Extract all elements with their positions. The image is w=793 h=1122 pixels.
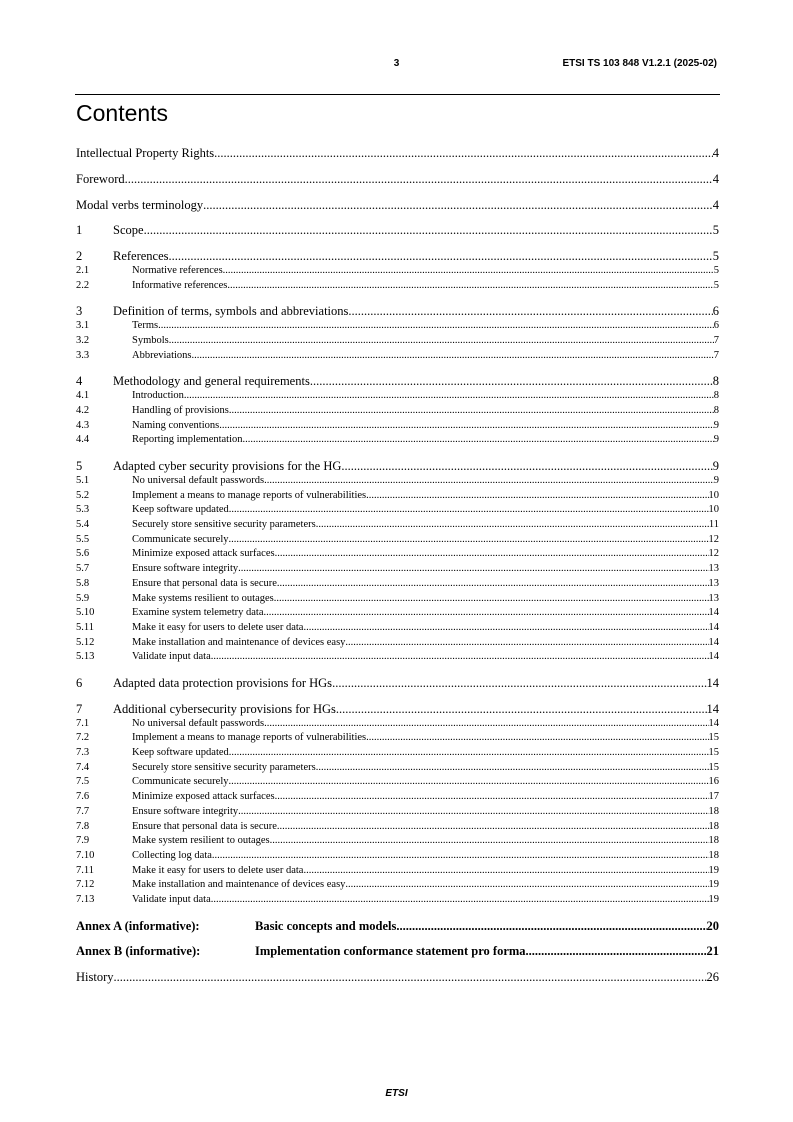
page-number: 3 [393, 58, 400, 69]
toc-number: 7.13 [76, 894, 95, 906]
toc-title: Terms [132, 320, 159, 332]
toc-leader-dots [144, 223, 713, 238]
toc-number: 7.5 [76, 776, 90, 788]
toc-subentry[interactable] [76, 790, 719, 805]
toc-leader-dots [169, 249, 713, 264]
toc-number: 1 [76, 223, 83, 238]
toc-leader-dots [303, 864, 708, 879]
toc-title: Adapted data protection provisions for HGs [113, 675, 333, 690]
toc-subentry[interactable] [76, 319, 719, 334]
toc-number: 5.9 [76, 592, 90, 604]
toc-leader-dots [277, 820, 709, 835]
toc-page-number: 5 [713, 265, 719, 277]
toc-leader-dots [203, 198, 713, 213]
toc-leader-dots [211, 650, 709, 665]
toc-number: 5.13 [76, 651, 95, 663]
toc-entry[interactable] [76, 970, 719, 985]
toc-number: 3.1 [76, 320, 90, 332]
toc-number: 5.5 [76, 533, 90, 545]
toc-title: Additional cybersecurity provisions for HGs [113, 701, 336, 716]
toc-subentry[interactable] [76, 606, 719, 621]
toc-entry[interactable] [76, 459, 719, 474]
toc-number: 7.10 [76, 849, 95, 861]
toc-title: Methodology and general requirements [113, 374, 310, 389]
toc-title: Scope [113, 223, 144, 238]
toc-page-number: 19 [708, 879, 719, 891]
toc-subentry[interactable] [76, 864, 719, 879]
toc-title: Make installation and maintenance of devices easy [132, 879, 346, 891]
toc-number: 7.6 [76, 791, 90, 803]
toc-subentry[interactable] [76, 334, 719, 349]
toc-page-number: 10 [708, 489, 719, 501]
toc-number: 5.4 [76, 519, 90, 531]
toc-leader-dots [184, 389, 714, 404]
toc-title: Abbreviations [132, 349, 192, 361]
toc-title: Minimize exposed attack surfaces [132, 791, 275, 803]
toc-number: 2.2 [76, 279, 90, 291]
toc-leader-dots [366, 731, 708, 746]
toc-title: Reporting implementation [132, 434, 243, 446]
toc-subentry[interactable] [76, 404, 719, 419]
toc-leader-dots [238, 805, 708, 820]
toc-page-number: 18 [708, 820, 719, 832]
toc-title: Make it easy for users to delete user data [132, 621, 304, 633]
toc-leader-dots [264, 717, 708, 732]
toc-annex-entry[interactable] [76, 944, 719, 959]
toc-title: Collecting log data [132, 849, 212, 861]
toc-leader-dots [270, 834, 709, 849]
toc-leader-dots [277, 577, 709, 592]
toc-subentry[interactable] [76, 264, 719, 279]
toc-page-number: 4 [712, 197, 719, 212]
toc-title: Adapted cyber security provisions for the HG [113, 458, 342, 473]
toc-subentry[interactable] [76, 577, 719, 592]
toc-leader-dots [229, 503, 709, 518]
toc-title: Make systems resilient to outages [132, 592, 274, 604]
toc-number: 4 [76, 374, 83, 389]
toc-entry[interactable] [76, 676, 719, 691]
toc-annex-entry[interactable] [76, 919, 719, 934]
toc-title: Ensure software integrity [132, 563, 239, 575]
toc-page-number: 7 [713, 335, 719, 347]
toc-page-number: 6 [712, 304, 719, 319]
toc-page-number: 14 [706, 701, 719, 716]
toc-title: Implement a means to manage reports of vulnerabilities [132, 489, 367, 501]
document-id: ETSI TS 103 848 V1.2.1 (2025-02) [562, 58, 717, 69]
toc-subentry[interactable] [76, 746, 719, 761]
toc-page-number: 13 [708, 563, 719, 575]
toc-page-number: 6 [713, 320, 719, 332]
toc-page-number: 18 [708, 849, 719, 861]
toc-subentry[interactable] [76, 650, 719, 665]
toc-page-number: 17 [708, 791, 719, 803]
toc-leader-dots [192, 349, 714, 364]
toc-leader-dots [229, 746, 709, 761]
toc-number: 5.1 [76, 474, 90, 486]
toc-page-number: 7 [713, 349, 719, 361]
toc-page-number: 19 [708, 894, 719, 906]
toc-leader-dots [348, 304, 712, 319]
toc-number: 3 [76, 304, 83, 319]
toc-leader-dots [238, 562, 708, 577]
toc-leader-dots [212, 849, 709, 864]
toc-subentry[interactable] [76, 775, 719, 790]
toc-leader-dots [396, 919, 706, 934]
toc-title: Implementation conformance statement pro forma [255, 944, 526, 959]
toc-page-number: 4 [712, 171, 719, 186]
toc-number: 5.10 [76, 607, 95, 619]
toc-page-number: 5 [712, 249, 719, 264]
toc-leader-dots [345, 878, 708, 893]
toc-subentry[interactable] [76, 849, 719, 864]
toc-number: 7.1 [76, 717, 90, 729]
toc-title: Securely store sensitive security parameters [132, 761, 316, 773]
toc-subentry[interactable] [76, 893, 719, 908]
toc-subentry[interactable] [76, 349, 719, 364]
toc-subentry[interactable] [76, 419, 719, 434]
toc-title: Minimize exposed attack surfaces [132, 548, 275, 560]
toc-entry[interactable] [76, 374, 719, 389]
toc-entry[interactable] [76, 249, 719, 264]
toc-title: Symbols [132, 335, 169, 347]
toc-subentry[interactable] [76, 820, 719, 835]
toc-subentry[interactable] [76, 389, 719, 404]
toc-leader-dots [223, 264, 714, 279]
toc-page-number: 4 [712, 146, 719, 160]
toc-title: Make system resilient to outages [132, 835, 270, 847]
toc-entry[interactable] [76, 304, 719, 319]
toc-subentry[interactable] [76, 592, 719, 607]
toc-leader-dots [526, 944, 707, 959]
table-of-contents [76, 146, 719, 985]
toc-number: 2 [76, 249, 83, 264]
toc-subentry[interactable] [76, 731, 719, 746]
toc-number: 3.3 [76, 349, 90, 361]
toc-number: 2.1 [76, 265, 90, 277]
toc-title: Validate input data [132, 651, 211, 663]
footer-publisher: ETSI [385, 1088, 408, 1099]
toc-page-number: 14 [708, 607, 719, 619]
toc-title: Ensure software integrity [132, 805, 239, 817]
toc-title: Make it easy for users to delete user data [132, 864, 304, 876]
toc-leader-dots [332, 676, 706, 691]
toc-entry[interactable] [76, 146, 719, 161]
toc-title: Naming conventions [132, 419, 220, 431]
toc-number: 5 [76, 458, 83, 473]
toc-leader-dots [341, 459, 712, 474]
toc-title: Handling of provisions [132, 405, 229, 416]
toc-leader-dots [158, 319, 714, 334]
toc-title: Basic concepts and models [255, 918, 397, 933]
toc-page-number: 21 [706, 944, 719, 959]
toc-subentry[interactable] [76, 518, 719, 533]
toc-title: Keep software updated [132, 747, 229, 759]
toc-subentry[interactable] [76, 503, 719, 518]
toc-title: References [113, 249, 169, 264]
toc-number: Annex B (informative): [76, 944, 201, 959]
toc-title: Ensure that personal data is secure [132, 820, 277, 832]
toc-number: 5.6 [76, 548, 90, 560]
toc-subentry[interactable] [76, 878, 719, 893]
toc-subentry[interactable] [76, 474, 719, 489]
toc-number: 4.3 [76, 419, 90, 431]
toc-subentry[interactable] [76, 489, 719, 504]
toc-number: 4.4 [76, 434, 90, 446]
toc-number: 7.8 [76, 820, 90, 832]
toc-number: 7.7 [76, 805, 90, 817]
toc-page-number: 20 [706, 918, 719, 933]
toc-leader-dots [274, 592, 709, 607]
toc-subentry[interactable] [76, 805, 719, 820]
toc-number: Annex A (informative): [76, 918, 200, 933]
toc-page-number: 11 [708, 519, 719, 531]
toc-number: 3.2 [76, 335, 90, 347]
toc-subentry[interactable] [76, 717, 719, 732]
toc-title: Implement a means to manage reports of vulnerabilities [132, 732, 367, 744]
toc-leader-dots [243, 433, 714, 448]
toc-title: Make installation and maintenance of devices easy [132, 636, 346, 648]
toc-number: 5.2 [76, 489, 90, 501]
toc-subentry[interactable] [76, 533, 719, 548]
toc-title: Modal verbs terminology [76, 197, 204, 212]
toc-number: 7 [76, 701, 83, 716]
toc-title: Intellectual Property Rights [76, 146, 215, 160]
toc-leader-dots [316, 761, 709, 776]
toc-title: Foreword [76, 171, 125, 186]
toc-subentry[interactable] [76, 636, 719, 651]
toc-leader-dots [211, 893, 709, 908]
toc-page-number: 15 [708, 747, 719, 759]
toc-subentry[interactable] [76, 279, 719, 294]
toc-subentry[interactable] [76, 834, 719, 849]
toc-page-number: 18 [708, 805, 719, 817]
toc-leader-dots [345, 636, 708, 651]
toc-leader-dots [275, 790, 709, 805]
toc-entry[interactable] [76, 172, 719, 187]
toc-number: 7.12 [76, 879, 95, 891]
toc-entry[interactable] [76, 702, 719, 717]
toc-title: Definition of terms, symbols and abbreviations [113, 304, 349, 319]
toc-entry[interactable] [76, 223, 719, 238]
toc-page-number: 15 [708, 761, 719, 773]
toc-page-number: 12 [708, 548, 719, 560]
toc-title: Normative references [132, 265, 223, 277]
toc-page-number: 13 [708, 592, 719, 604]
toc-page-number: 14 [708, 717, 719, 729]
toc-title: Informative references [132, 279, 228, 291]
toc-page-number: 5 [712, 223, 719, 238]
toc-page-number: 5 [713, 279, 719, 291]
toc-title: No universal default passwords [132, 474, 265, 486]
toc-number: 6 [76, 675, 83, 690]
toc-number: 7.11 [76, 864, 94, 876]
toc-page-number: 8 [712, 374, 719, 389]
toc-page-number: 15 [708, 732, 719, 744]
toc-subentry[interactable] [76, 562, 719, 577]
toc-page-number: 14 [708, 651, 719, 663]
toc-page-number: 16 [708, 776, 719, 788]
toc-page-number: 9 [713, 474, 719, 486]
toc-leader-dots [310, 374, 713, 389]
toc-entry[interactable] [76, 198, 719, 213]
toc-leader-dots [219, 419, 714, 434]
toc-title: Validate input data [132, 894, 211, 906]
toc-title: Communicate securely [132, 776, 229, 788]
toc-page-number: 12 [708, 533, 719, 545]
toc-number: 5.8 [76, 577, 90, 589]
toc-title: Securely store sensitive security parameters [132, 519, 316, 531]
toc-leader-dots [275, 547, 709, 562]
toc-number: 4.2 [76, 405, 90, 416]
toc-number: 5.12 [76, 636, 95, 648]
toc-title: Introduction [132, 390, 184, 402]
toc-leader-dots [125, 172, 713, 187]
toc-page-number: 9 [713, 419, 719, 431]
toc-page-number: 10 [708, 504, 719, 516]
header-rule [75, 94, 720, 95]
page-title: Contents [76, 100, 169, 126]
toc-title: Examine system telemetry data [132, 607, 264, 619]
toc-subentry[interactable] [76, 433, 719, 448]
toc-page-number: 9 [712, 458, 719, 473]
toc-leader-dots [336, 702, 707, 717]
toc-subentry[interactable] [76, 621, 719, 636]
toc-page-number: 13 [708, 577, 719, 589]
toc-leader-dots [366, 489, 708, 504]
toc-title: Ensure that personal data is secure [132, 577, 277, 589]
toc-subentry[interactable] [76, 547, 719, 562]
toc-page-number: 8 [713, 405, 719, 416]
toc-number: 4.1 [76, 390, 90, 402]
toc-leader-dots [316, 518, 709, 533]
toc-number: 7.9 [76, 835, 90, 847]
toc-title: History [76, 970, 114, 985]
toc-subentry[interactable] [76, 761, 719, 776]
toc-number: 5.11 [76, 621, 94, 633]
toc-leader-dots [264, 606, 709, 621]
toc-leader-dots [214, 146, 713, 161]
toc-number: 5.7 [76, 563, 90, 575]
toc-page-number: 18 [708, 835, 719, 847]
toc-number: 5.3 [76, 504, 90, 516]
toc-title: Keep software updated [132, 504, 229, 516]
toc-leader-dots [229, 775, 709, 790]
toc-number: 7.4 [76, 761, 90, 773]
toc-page-number: 8 [713, 390, 719, 402]
toc-page-number: 26 [706, 970, 719, 985]
toc-leader-dots [229, 404, 714, 419]
toc-page-number: 14 [706, 675, 719, 690]
toc-leader-dots [303, 621, 708, 636]
toc-leader-dots [264, 474, 714, 489]
toc-page-number: 14 [708, 636, 719, 648]
toc-page-number: 19 [708, 864, 719, 876]
toc-leader-dots [229, 533, 709, 548]
toc-number: 7.3 [76, 747, 90, 759]
toc-number: 7.2 [76, 732, 90, 744]
toc-title: No universal default passwords [132, 717, 265, 729]
toc-leader-dots [169, 334, 714, 349]
toc-leader-dots [227, 279, 713, 294]
toc-title: Communicate securely [132, 533, 229, 545]
toc-page-number: 9 [713, 434, 719, 446]
toc-leader-dots [114, 970, 707, 985]
toc-page-number: 14 [708, 621, 719, 633]
